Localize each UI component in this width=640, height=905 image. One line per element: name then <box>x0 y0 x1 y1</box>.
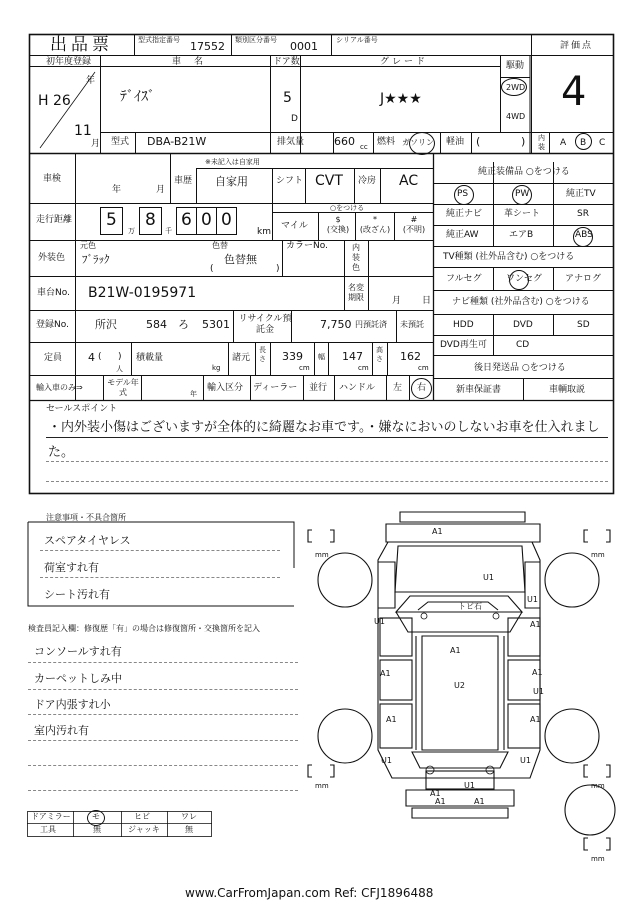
mark-right-rear-door: A1 <box>532 668 543 677</box>
tv-analog: アナログ <box>565 274 602 284</box>
mark-left-front-door: U1 <box>374 617 385 626</box>
man-unit: 万 <box>128 227 135 235</box>
car-name-label: 車 名 <box>172 57 206 67</box>
mirror-label: ドアミラー <box>31 812 71 821</box>
cooler-value: AC <box>399 173 419 189</box>
length-value: 339 <box>282 350 303 363</box>
right-circle <box>411 378 432 399</box>
inspection-year-unit: 年 <box>112 185 122 195</box>
title-period-label: 名変期限 <box>348 283 364 302</box>
capacity-unit: 人 <box>116 365 123 373</box>
inspection-label: 車検 <box>43 174 62 184</box>
title-period-month: 月 <box>392 296 402 306</box>
serial-label: シリアル番号 <box>336 36 378 44</box>
load-unit: kg <box>212 364 221 372</box>
handle-label: ハンドル <box>339 383 376 393</box>
first-reg-month: 11 <box>74 123 92 139</box>
mark-roof-front: A1 <box>450 646 461 655</box>
doors-value: 5 <box>283 90 292 106</box>
sales-point-label: セールスポイント <box>46 404 118 414</box>
model-year-label: モデル年式 <box>107 378 139 397</box>
first-reg-era: H 26 <box>38 93 71 109</box>
mark-right-rear: U1 <box>520 756 531 765</box>
import-year-unit: 年 <box>190 390 197 398</box>
width-unit: cm <box>358 364 369 372</box>
mark-right-fender: U1 <box>527 595 538 604</box>
abs-circle <box>573 227 593 247</box>
inspector-label: 検査員記入欄：修復歴「有」の場合は修復箇所・交換箇所を記入 <box>28 624 260 633</box>
mark-rear-bumper-left: A1 <box>430 789 441 798</box>
tyre-fl-unit: mm <box>315 551 329 559</box>
import-div-label: 輸入区分 <box>207 383 244 393</box>
model-value: DBA-B21W <box>147 135 207 148</box>
break-label: ワレ <box>181 812 197 821</box>
swap-label: $ (交換) <box>326 215 350 234</box>
recycle-value: 7,750 <box>320 318 352 331</box>
inspector-item-3: ドア内張すれ小 <box>34 698 111 711</box>
reg-area: 所沢 <box>95 318 117 331</box>
note-item-3: シート汚れ有 <box>44 588 110 601</box>
door-suffix: D <box>291 114 298 124</box>
ps-circle <box>454 185 474 205</box>
capacity-label: 定員 <box>44 353 63 363</box>
after-manual: 車輌取説 <box>549 385 586 395</box>
mark-hood: U1 <box>483 573 494 582</box>
drive-label: 駆動 <box>506 61 525 71</box>
pw-circle <box>512 185 532 205</box>
equip-navi: 純正ナビ <box>446 209 483 219</box>
grade-col-label: グレード <box>380 57 429 67</box>
inspector-item-2: カーペットしみ中 <box>34 672 122 685</box>
reg-num: 5301 <box>202 318 230 331</box>
capacity-value: 4 <box>88 351 95 364</box>
orig-color-value: ﾌﾞﾗｯｸ <box>82 253 110 266</box>
type-number-label: 型式指定番号 <box>138 36 180 44</box>
after-warranty: 新車保証書 <box>456 385 502 395</box>
shift-label: シフト <box>276 176 304 186</box>
repaint-label: 色替 <box>212 241 228 250</box>
reg-label: 登録No. <box>36 320 69 330</box>
mileage-digit-3: 6 <box>181 210 192 230</box>
repaint-value: 色替無 <box>224 253 257 266</box>
interior-b-circle <box>575 133 592 150</box>
recycle-label: リサイクル預託金 <box>238 314 292 335</box>
mileage-digit-5: 0 <box>221 210 232 230</box>
type-number: 17552 <box>190 40 225 53</box>
note-unregistered: ※未記入は自家用 <box>205 158 260 166</box>
mark-right-rear-door-2: U1 <box>533 687 544 696</box>
width-label: 幅 <box>318 353 325 361</box>
inspector-item-4: 室内汚れ有 <box>34 724 89 737</box>
unknown-label: # (不明) <box>402 215 426 234</box>
tyre-rr-unit: mm <box>591 782 605 790</box>
reg-class: 584 <box>146 318 167 331</box>
displacement-label: 排気量 <box>277 137 305 147</box>
page-title: 出品票 <box>50 35 113 55</box>
navi-dvd-play: DVD再生可 <box>440 340 487 350</box>
jack-value: 無 <box>185 825 193 834</box>
tools-label: 工具 <box>40 825 56 834</box>
history-label: 車歴 <box>174 176 193 186</box>
mark-rear-bumper-2: A1 <box>474 797 485 806</box>
tv-fullseg: フルセグ <box>446 274 482 284</box>
circle-note: ○をつける <box>330 204 365 212</box>
navi-sd: SD <box>577 320 590 330</box>
sen-unit: 千 <box>165 227 172 235</box>
height-label: 高さ <box>376 346 383 363</box>
color-no-label: カラーNo. <box>286 241 328 251</box>
class-number: 0001 <box>290 40 318 53</box>
navi-hdd: HDD <box>453 320 474 330</box>
mark-left-rear: U1 <box>381 756 392 765</box>
mileage-digit-4: 0 <box>201 210 212 230</box>
displacement-value: 660 <box>334 135 355 148</box>
color-label: 外装色 <box>38 253 66 263</box>
height-unit: cm <box>418 364 429 372</box>
length-unit: cm <box>299 364 310 372</box>
mileage-digit-2: 8 <box>145 210 156 230</box>
recycle-paid: 円預託済 <box>355 320 387 329</box>
chassis-value: B21W-0195971 <box>88 285 197 301</box>
navi-title: ナビ種類 (社外品含む) ○をつける <box>452 297 590 307</box>
tv-oneseg: ワンセグ <box>506 274 543 284</box>
jack-label: ジャッキ <box>128 825 160 834</box>
inspection-month-unit: 月 <box>156 185 166 195</box>
drive-2wd: 2WD <box>506 83 526 92</box>
parallel-label: 並行 <box>309 383 328 393</box>
equip-leather: 革シート <box>504 209 541 219</box>
tv-title: TV種類 (社外品含む) ○をつける <box>443 252 575 262</box>
history-value: 自家用 <box>215 175 248 188</box>
sales-point-line-2: た。 <box>48 445 75 460</box>
after-title: 後日発送品 ○をつける <box>474 363 566 373</box>
grade-value: 4 <box>561 69 587 115</box>
mile-label: マイル <box>281 221 308 231</box>
mark-front-bumper: A1 <box>432 527 443 536</box>
import-label: 輸入車のみ⇒ <box>36 383 83 392</box>
mark-left-rear-door: A1 <box>380 669 391 678</box>
cooler-label: 冷房 <box>358 176 377 186</box>
equip-aw: 純正AW <box>446 230 479 240</box>
doors-label: ドア数 <box>273 57 300 67</box>
dims-label: 諸元 <box>232 353 251 363</box>
tyre-rl-unit: mm <box>315 782 329 790</box>
mark-roof: U2 <box>454 681 465 690</box>
note-item-2: 荷室すれ有 <box>44 561 99 574</box>
grade-name: J★★★ <box>380 91 422 107</box>
genuine-title: 純正装備品 ○をつける <box>478 167 570 177</box>
reg-kana: ろ <box>178 318 189 331</box>
equip-sr: SR <box>577 209 589 219</box>
equip-pw: PW <box>515 189 530 199</box>
drive-2wd-circle <box>501 78 527 96</box>
width-value: 147 <box>342 350 363 363</box>
mirror-value: モ <box>92 812 100 821</box>
load-label: 積載量 <box>136 353 164 363</box>
crack-label: ヒビ <box>134 812 150 821</box>
note-item-1: スペアタイヤレス <box>44 534 131 547</box>
interior-b: B <box>580 138 587 148</box>
equip-tv: 純正TV <box>566 189 596 199</box>
dealer-label: ディーラー <box>253 383 298 393</box>
equip-airbag: エアB <box>509 230 534 240</box>
chassis-label: 車台No. <box>37 288 70 298</box>
model-label: 型式 <box>111 137 130 147</box>
tamper-label: * (改ざん) <box>359 215 391 234</box>
oneseg-circle <box>509 270 529 290</box>
km-unit: km <box>257 227 271 237</box>
right-label: 右 <box>417 383 427 393</box>
kei-label: 軽油 <box>446 137 465 147</box>
mark-rear-bumper-1: A1 <box>435 797 446 806</box>
orig-color-label: 元色 <box>80 241 96 250</box>
first-reg-label: 初年度登録 <box>46 57 92 67</box>
fuel-value: ガソリン <box>402 138 434 147</box>
navi-dvd: DVD <box>513 320 533 330</box>
notes-label: 注意事項・不具合箇所 <box>46 513 126 522</box>
car-name: ﾃﾞｲｽﾞ <box>120 89 155 105</box>
interior-c: C <box>599 138 606 148</box>
mileage-digit-1: 5 <box>106 210 117 230</box>
shift-value: CVT <box>315 173 343 189</box>
mirror-circle <box>87 810 105 826</box>
inspector-item-1: コンソールすれ有 <box>34 645 122 658</box>
year-unit: 年 <box>86 76 96 86</box>
class-number-label: 類別区分番号 <box>235 36 277 44</box>
equip-ps: PS <box>457 189 469 199</box>
tools-value: 無 <box>93 825 101 834</box>
interior-label: 内装 <box>538 134 545 151</box>
mark-right-quarter: A1 <box>530 715 541 724</box>
displacement-unit: cc <box>360 143 368 151</box>
mark-left-quarter: A1 <box>386 715 397 724</box>
drive-4wd: 4WD <box>506 112 526 121</box>
recycle-unpaid: 未預託 <box>400 320 424 329</box>
tyre-fr-unit: mm <box>591 551 605 559</box>
sales-point-line-1: ・内外装小傷はございますが全体的に綺麗なお車です。・嫌なにおいのしないお車を仕入れまし <box>48 420 600 435</box>
interior-a: A <box>560 138 567 148</box>
mileage-label: 走行距離 <box>36 215 73 225</box>
month-unit: 月 <box>91 139 101 149</box>
tyre-spare-unit: mm <box>591 855 605 863</box>
navi-cd: CD <box>516 340 530 350</box>
mark-windshield: トビ石 <box>458 602 482 611</box>
mark-right-front-door: A1 <box>530 620 541 629</box>
height-value: 162 <box>400 350 421 363</box>
fuel-circle <box>409 132 435 155</box>
fuel-label: 燃料 <box>377 137 396 147</box>
length-label: 長さ <box>259 346 266 363</box>
left-label: 左 <box>393 383 403 393</box>
footer-ref: www.CarFromJapan.com Ref: CFJ1896488 <box>185 886 434 900</box>
interior-color-label: 内装色 <box>352 243 360 272</box>
grade-label: 評価点 <box>560 41 594 51</box>
equip-abs: ABS <box>575 230 593 240</box>
mark-back-door: U1 <box>464 781 475 790</box>
